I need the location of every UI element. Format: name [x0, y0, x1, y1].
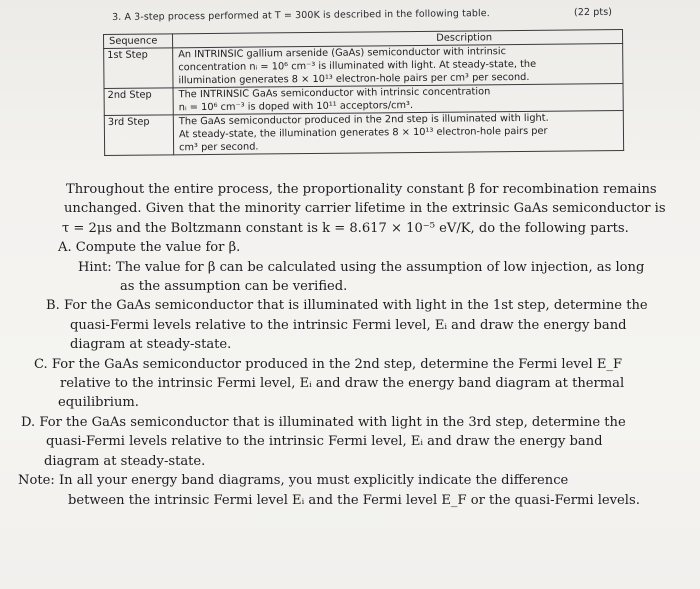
step-description [173, 44, 623, 88]
part-d-line: quasi-Fermi levels relative to the intrinsic Fermi level, Eᵢ and draw the energy band [46, 434, 603, 450]
table-row [104, 111, 623, 156]
part-d-line: For the GaAs semiconductor that is illuminated with light in the 3rd step, determine the [39, 414, 626, 430]
intro-line: τ = 2μs and the Boltzmann constant is k = 8.617 × 10⁻⁵ eV/K, do the following parts. [62, 220, 629, 236]
part-a-text: Compute the value for β. [75, 240, 241, 256]
description-line: illumination generates 8 × 10¹³ electron-hole pairs per cm³ per second. [178, 71, 530, 87]
hint-line: as the assumption can be verified. [120, 279, 348, 295]
part-a-label: A. [58, 240, 72, 256]
part-b-line: For the GaAs semiconductor that is illuminated with light in the 1st step, determine the [63, 298, 648, 314]
step-description [173, 84, 623, 115]
intro-line: Throughout the entire process, the proportionality constant β for recombination remains [66, 182, 657, 197]
intro-paragraph [18, 180, 686, 238]
part-c-line: relative to the intrinsic Fermi level, Eᵢ and draw the energy band diagram at thermal [60, 376, 625, 392]
description-line: An INTRINSIC gallium arsenide (GaAs) semiconductor with intrinsic [178, 46, 507, 61]
description-line: The GaAs semiconductor produced in the 2nd step is illuminated with light. [178, 112, 549, 128]
part-d [18, 413, 686, 471]
part-c [18, 355, 686, 413]
table-row [104, 44, 623, 89]
part-b-line: quasi-Fermi levels relative to the intrinsic Fermi level, Eᵢ and draw the energy band [70, 317, 627, 333]
points-label: (22 pts) [573, 6, 613, 19]
description-line: cm³ per second. [179, 141, 259, 154]
question-header [112, 7, 612, 23]
description-line: concentration nᵢ = 10⁶ cm⁻³ is illuminated with light. At steady-state, the [178, 58, 537, 74]
note-line: In all your energy band diagrams, you must explicitly indicate the difference [58, 473, 569, 489]
part-c-line: equilibrium. [58, 395, 139, 411]
part-d-label: D. [21, 414, 36, 430]
hint-line: The value for β can be calculated using the assumption of low injection, as long [115, 259, 645, 275]
part-c-label: C. [34, 356, 48, 372]
note-line: between the intrinsic Fermi level Eᵢ and the Fermi level E_F or the quasi-Fermi levels. [68, 492, 640, 508]
step-description [173, 111, 623, 155]
part-b-line: diagram at steady-state. [70, 337, 232, 353]
note [18, 471, 686, 510]
part-a [18, 238, 686, 296]
step-label: 1st Step [104, 48, 173, 89]
intro-line: unchanged. Given that the minority carrier lifetime in the extrinsic GaAs semiconductor is [64, 201, 666, 217]
description-line: At steady-state, the illumination generates 8 × 10¹³ electron-hole pairs per [178, 125, 548, 141]
question-statement: 3. A 3-step process performed at T = 300K is described in the following table. [112, 8, 490, 23]
question-body [18, 180, 686, 510]
description-line: nᵢ = 10⁶ cm⁻³ is doped with 10¹¹ acceptors/cm³. [178, 100, 414, 114]
part-c-line: For the GaAs semiconductor produced in the 2nd step, determine the Fermi level E_F [51, 356, 623, 372]
step-label: 2nd Step [104, 88, 173, 116]
part-d-line: diagram at steady-state. [44, 453, 206, 469]
note-label: Note: [18, 473, 55, 489]
hint-label: Hint: [78, 259, 112, 275]
description-line: The INTRINSIC GaAs semiconductor with intrinsic concentration [178, 86, 491, 101]
header-description: Description [173, 30, 623, 48]
header-sequence: Sequence [104, 34, 173, 49]
step-label: 3rd Step [104, 115, 173, 156]
part-b [18, 296, 686, 354]
part-b-label: B. [46, 298, 60, 314]
process-table [103, 29, 624, 156]
